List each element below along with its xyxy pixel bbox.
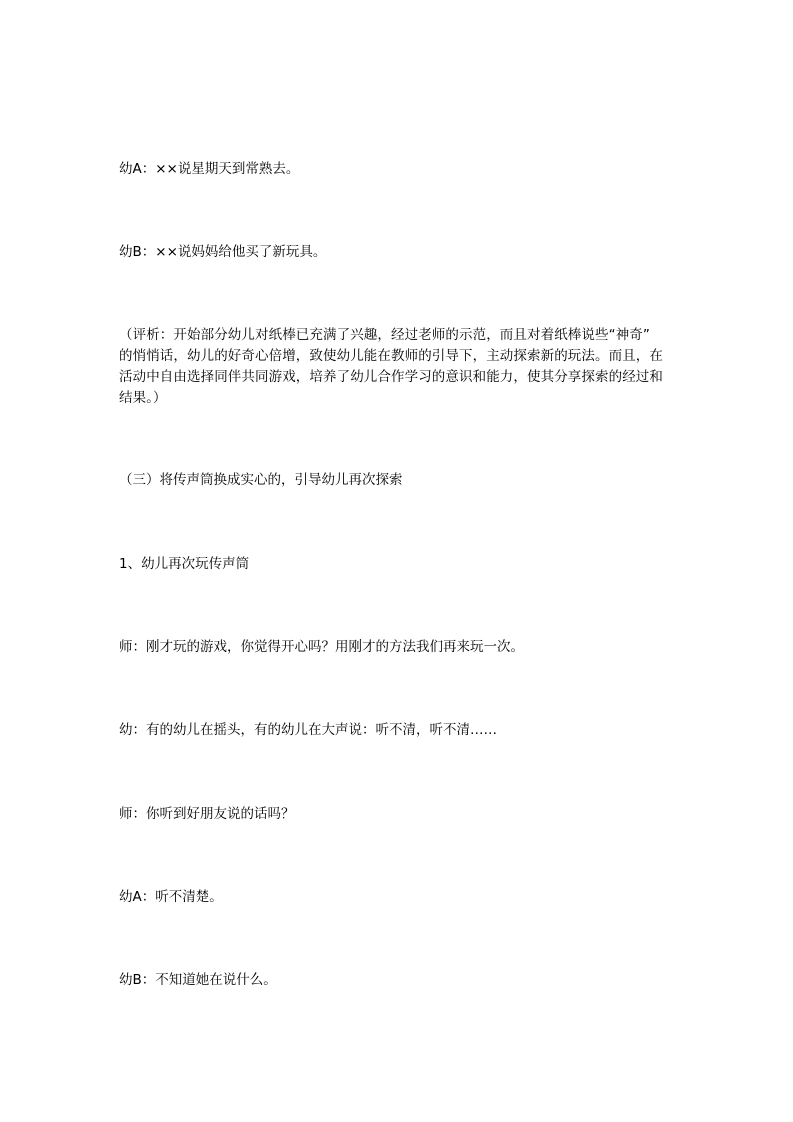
- dialogue-line-teacher: 师：你听到好朋友说的话吗？: [119, 806, 295, 822]
- dialogue-line-child-a: 幼A：听不清楚。: [119, 889, 223, 905]
- dialogue-line-teacher: 师：刚才玩的游戏，你觉得开心吗？用刚才的方法我们再来玩一次。: [119, 639, 524, 655]
- analysis-line: 活动中自由选择同伴共同游戏，培养了幼儿合作学习的意识和能力，使其分享探索的经过和: [119, 369, 663, 385]
- subsection-heading: 1、幼儿再次玩传声筒: [119, 556, 250, 572]
- dialogue-line-child-a: 幼A：××说星期天到常熟去。: [119, 161, 300, 177]
- dialogue-line-children: 幼：有的幼儿在摇头，有的幼儿在大声说：听不清，听不清……: [119, 722, 497, 738]
- analysis-line: （评析：开始部分幼儿对纸棒已充满了兴趣，经过老师的示范，而且对着纸棒说些“神奇”: [119, 327, 650, 343]
- section-heading: （三）将传声筒换成实心的，引导幼儿再次探索: [119, 472, 403, 488]
- analysis-paragraph: [119, 325, 679, 409]
- dialogue-line-child-b: 幼B：××说妈妈给他买了新玩具。: [119, 244, 327, 260]
- analysis-line: 的悄悄话，幼儿的好奇心倍增，致使幼儿能在教师的引导下，主动探索新的玩法。而且，在: [119, 348, 663, 364]
- dialogue-line-child-b: 幼B：不知道她在说什么。: [119, 972, 277, 988]
- analysis-line: 结果。）: [119, 390, 167, 406]
